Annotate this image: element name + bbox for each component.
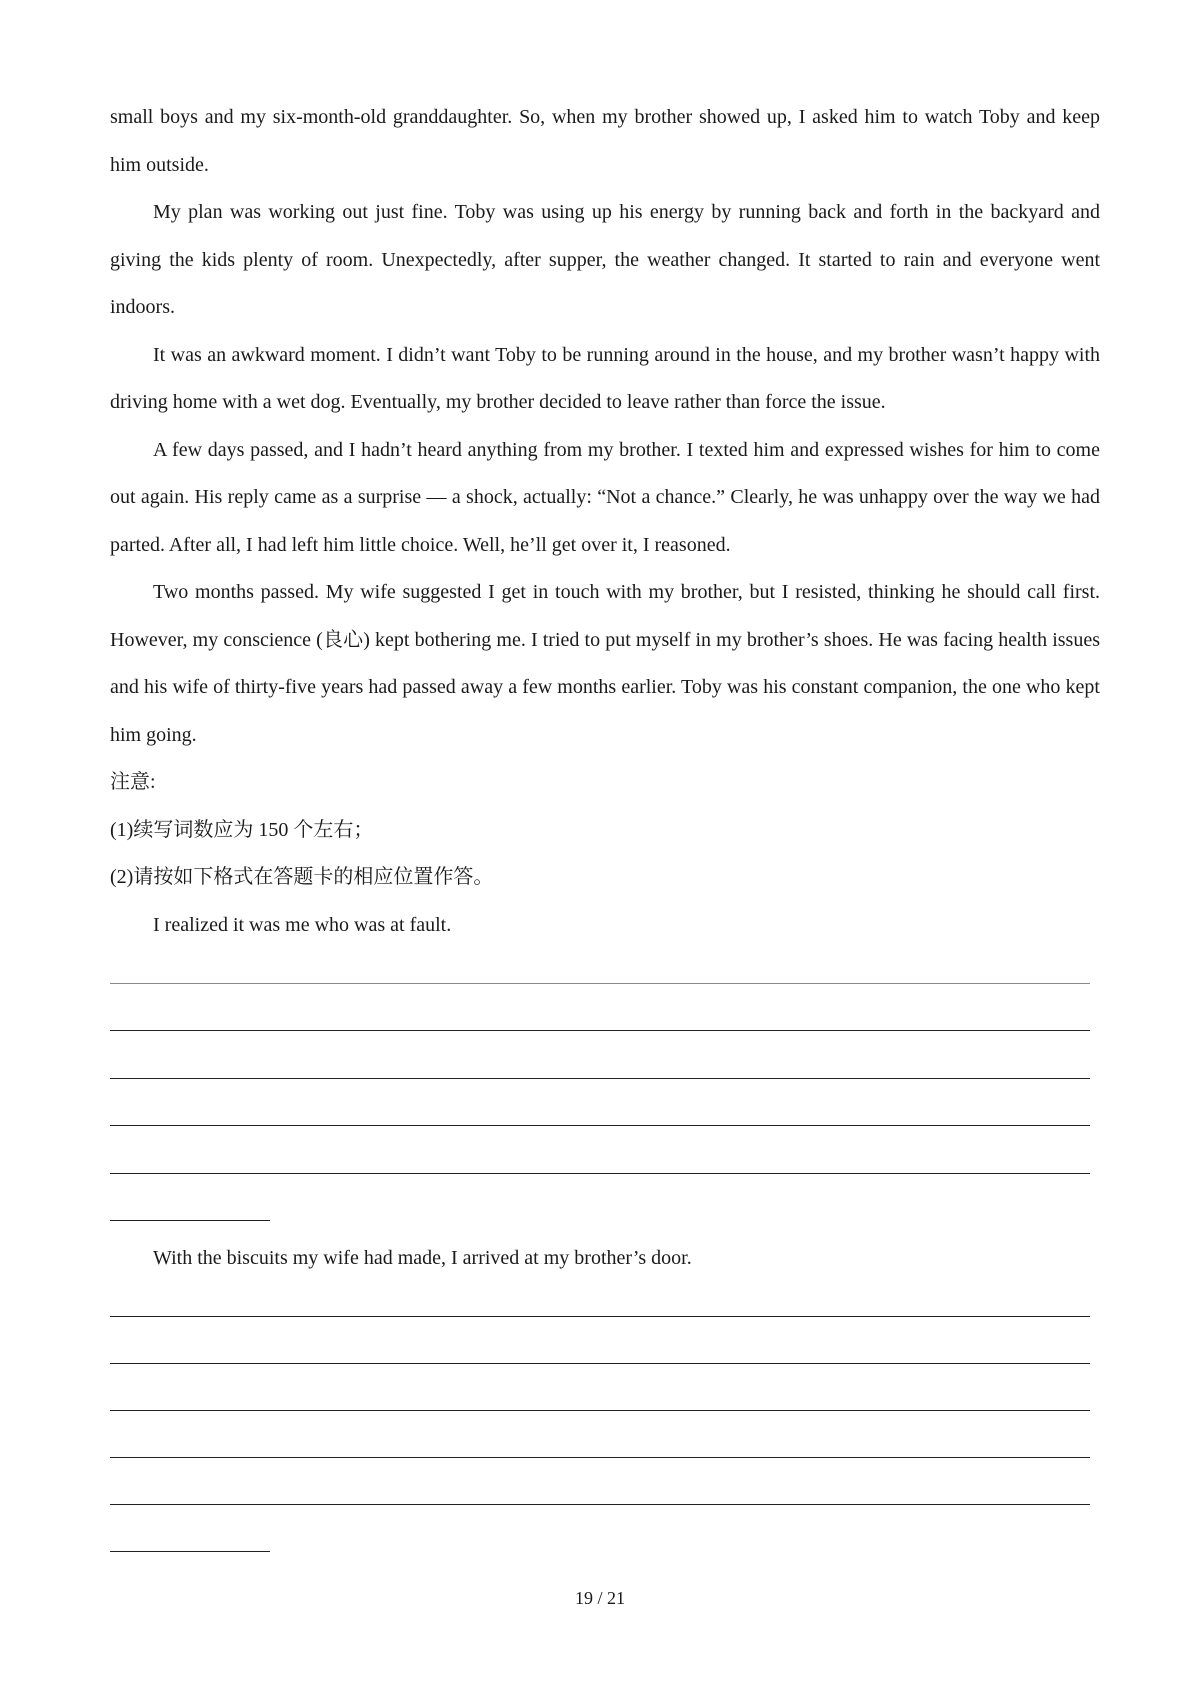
answer-line-short (110, 1220, 270, 1221)
answer-line (110, 1078, 1090, 1079)
answer-line (110, 1504, 1090, 1505)
answer-line (110, 1316, 1090, 1317)
story-text (110, 94, 1100, 902)
story-paragraph-4: A few days passed, and I hadn’t heard anything from my brother. I texted him and expressed wishes for him to come out again. His reply came as a surprise — a shock, actually: “Not a chance.” Clearly, he was unhappy over the way we had parted. After all, I had left him little choice. Well, he’ll get over it, I reasoned. (110, 438, 1100, 556)
story-paragraph-1: small boys and my six-month-old granddaughter. So, when my brother showed up, I asked him to watch Toby and keep him outside. (110, 106, 1100, 176)
note-item-2: (2)请按如下格式在答题卡的相应位置作答。 (110, 866, 494, 888)
answer-line (110, 1457, 1090, 1458)
answer-line (110, 1030, 1090, 1031)
page-number: 19 / 21 (574, 1588, 625, 1608)
answer-line (110, 983, 1090, 984)
answer-line (110, 1125, 1090, 1126)
answer-line (110, 1410, 1090, 1411)
answer-line-short (110, 1551, 270, 1552)
note-item-1: (1)续写词数应为 150 个左右； (110, 818, 374, 841)
answer-line (110, 1363, 1090, 1364)
answer-starter-1: I realized it was me who was at fault. (153, 914, 452, 936)
story-paragraph-5: Two months passed. My wife suggested I get in touch with my brother, but I resisted, thinking he should call first. However, my conscience (良心) kept bothering me. I tried to put myself in my brother’s shoes. He was facing health issues and his wife of thirty-five years had passed away a few months earlier. Toby was his constant companion, the one who kept him going. (110, 581, 1100, 746)
notes-heading: 注意: (110, 771, 156, 793)
story-paragraph-3: It was an awkward moment. I didn’t want Toby to be running around in the house, and my brother wasn’t happy with driving home with a wet dog. Eventually, my brother decided to leave rather than force the issue. (110, 343, 1100, 413)
answer-line (110, 1173, 1090, 1174)
answer-starter-2: With the biscuits my wife had made, I arrived at my brother’s door. (153, 1247, 692, 1269)
story-paragraph-2: My plan was working out just fine. Toby was using up his energy by running back and forth in the backyard and giving the kids plenty of room. Unexpectedly, after supper, the weather changed. It started to rain and everyone went indoors. (110, 201, 1100, 318)
